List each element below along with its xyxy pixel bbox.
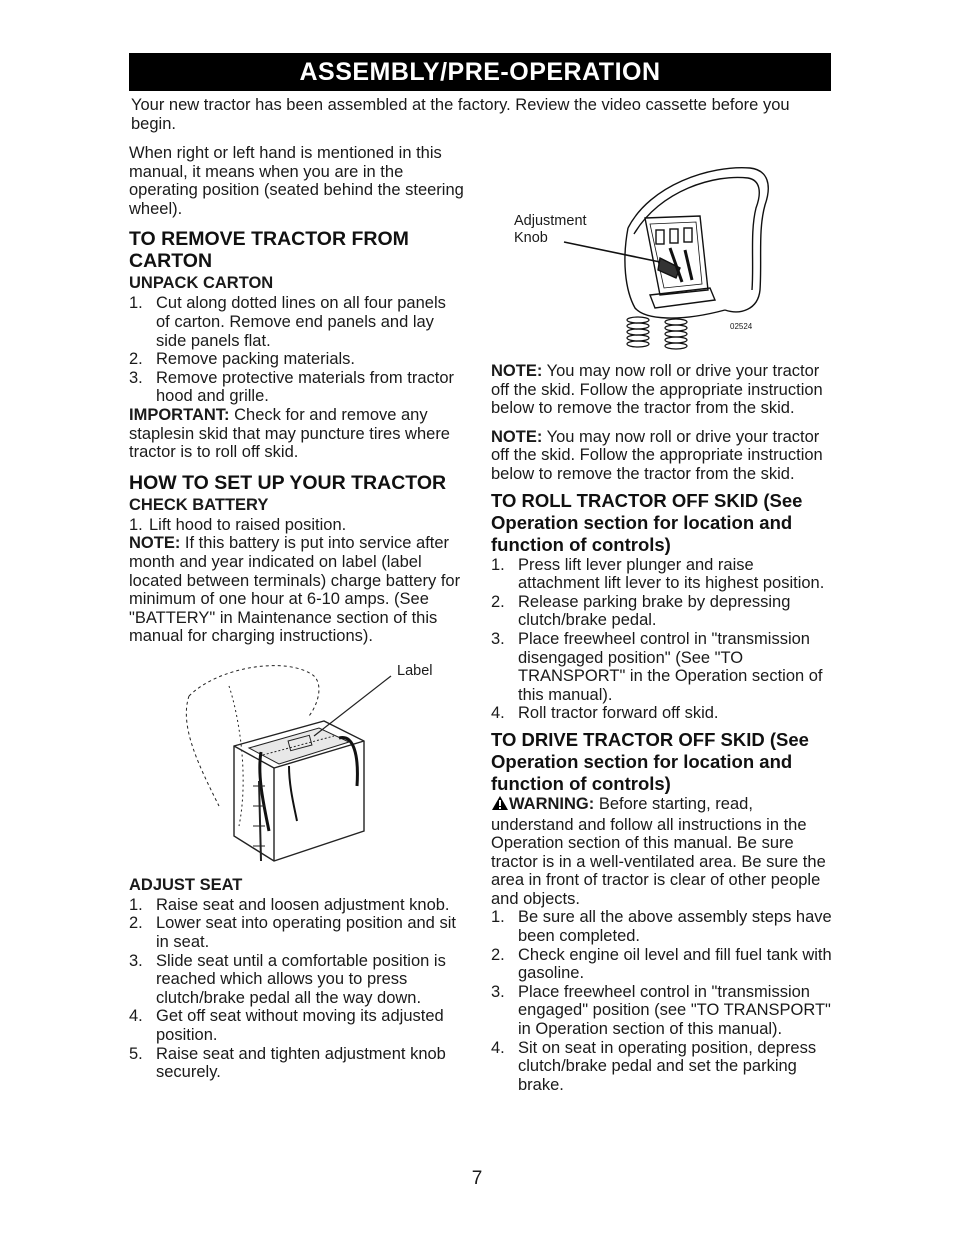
- section-banner: ASSEMBLY/PRE-OPERATION: [129, 53, 831, 91]
- list-item: [129, 350, 464, 369]
- step-text: Be sure all the above assembly steps have been completed.: [518, 908, 832, 946]
- note-label: NOTE:: [491, 362, 543, 380]
- step-number: 5.: [129, 1044, 143, 1063]
- note-text: If this battery is put into service after month and year indicated on label (label located between terminals) charge battery for minimum of one hour at 6-10 amps. (See "BATTERY" in Maintenance section of this manual for charging instructions).: [129, 534, 461, 646]
- step-number: 3.: [129, 951, 143, 970]
- step-text: Place freewheel control in "transmission disengaged position" (See "TO TRANSPORT" in the Operation section of this manual).: [518, 629, 823, 704]
- step-number: 3.: [491, 982, 505, 1001]
- list-item: [491, 983, 836, 1039]
- drive-heading: TO DRIVE TRACTOR OFF SKID (See Operation section for location and function of controls): [491, 728, 809, 794]
- step-text: Place freewheel control in "transmission engaged" position (see "TO TRANSPORT" in Operation section of this manual).: [518, 982, 831, 1039]
- list-item: [129, 952, 464, 1008]
- step-text: Roll tractor forward off skid.: [518, 704, 719, 723]
- step-text: Release parking brake by depressing clutch/brake pedal.: [518, 592, 791, 630]
- step-number: 1.: [491, 908, 505, 927]
- step-text: Check engine oil level and fill fuel tank with gasoline.: [518, 945, 832, 983]
- step-text: Cut along dotted lines on all four panels of carton. Remove end panels and lay side panels flat.: [156, 294, 446, 350]
- roll-heading: TO ROLL TRACTOR OFF SKID (See Operation section for location and function of controls): [491, 489, 803, 555]
- warning-text: Before starting, read, understand and follow all instructions in the Operation section of this manual. Be sure tractor is in a well-ventilated area. Be sure the area in front of tractor is clear of other people and objects.: [491, 794, 826, 908]
- list-item: [491, 908, 836, 945]
- seat-heading: ADJUST SEAT: [129, 875, 243, 894]
- roll-steps: [491, 556, 836, 723]
- adjustment-knob-label: [514, 213, 587, 247]
- seat-adjustment-figure: [510, 150, 780, 365]
- note-text: You may now roll or drive your tractor off the skid. Follow the appropriate instruction below to remove the tractor from the skid.: [491, 427, 823, 483]
- seat-steps: [129, 896, 464, 1082]
- list-item: [491, 630, 836, 704]
- adjustment-label-line1: Adjustment: [514, 213, 587, 229]
- step-text: Lower seat into operating position and sit in seat.: [156, 914, 456, 952]
- step-text: Lift hood to raised position.: [149, 515, 347, 534]
- step-number: 1.: [129, 294, 143, 313]
- unpack-heading: UNPACK CARTON: [129, 274, 274, 293]
- battery-steps: [129, 516, 464, 535]
- unpack-steps: [129, 294, 464, 406]
- list-item: [129, 914, 464, 951]
- step-text: Sit on seat in operating position, depress clutch/brake pedal and set the parking brake.: [518, 1038, 817, 1094]
- list-item: [491, 704, 836, 723]
- list-item: [491, 556, 836, 593]
- step-number: 4.: [491, 704, 505, 723]
- drive-steps: [491, 908, 836, 1094]
- step-number: 4.: [491, 1038, 505, 1057]
- step-text: Get off seat without moving its adjusted position.: [156, 1007, 444, 1045]
- step-number: 2.: [491, 592, 505, 611]
- note-label: NOTE:: [491, 427, 543, 446]
- step-number: 3.: [491, 629, 505, 648]
- step-number: 2.: [129, 914, 143, 933]
- note-label: NOTE:: [129, 534, 181, 553]
- hand-note: When right or left hand is mentioned in this manual, it means when you are in the operating position (seated behind the steering wheel).: [129, 144, 464, 218]
- skid-note-1: [491, 362, 836, 418]
- battery-note: [129, 534, 464, 646]
- adjustment-label-line2: Knob: [514, 230, 548, 246]
- warning-triangle-icon: [491, 795, 509, 816]
- figure-code: 02524: [730, 322, 753, 331]
- list-item: [129, 294, 464, 350]
- important-note: [129, 406, 464, 462]
- warning-label: WARNING:: [509, 794, 595, 813]
- step-number: 3.: [129, 368, 143, 387]
- warning-paragraph: [491, 795, 836, 909]
- step-text: Raise seat and tighten adjustment knob securely.: [156, 1044, 446, 1082]
- step-text: Press lift lever plunger and raise attachment lift lever to its highest position.: [518, 555, 825, 593]
- battery-label-callout: Label: [397, 662, 433, 679]
- list-item: [129, 1045, 464, 1082]
- list-item: [491, 593, 836, 630]
- list-item: [129, 896, 464, 915]
- skid-note-2: [491, 428, 836, 484]
- step-number: 1.: [491, 555, 505, 574]
- step-text: Remove protective materials from tractor hood and grille.: [156, 368, 455, 406]
- step-number: 4.: [129, 1007, 143, 1026]
- battery-figure: [129, 656, 464, 874]
- page-number: 7: [471, 1168, 483, 1189]
- step-text: Slide seat until a comfortable position is reached which allows you to press clutch/brake pedal all the way down.: [156, 951, 446, 1007]
- step-text: Remove packing materials.: [156, 350, 355, 369]
- important-text: Check for and remove any staplesin skid that may puncture tires where tractor is to roll off skid.: [129, 405, 450, 462]
- step-number: 2.: [129, 350, 143, 369]
- step-text: Raise seat and loosen adjustment knob.: [156, 895, 450, 914]
- setup-heading: HOW TO SET UP YOUR TRACTOR: [129, 471, 447, 494]
- step-number: 1.: [129, 515, 143, 534]
- battery-heading: CHECK BATTERY: [129, 495, 269, 514]
- list-item: [129, 369, 464, 406]
- right-column: [491, 362, 836, 1094]
- step-number: 2.: [491, 945, 505, 964]
- list-item: [491, 1039, 836, 1095]
- intro-paragraph: Your new tractor has been assembled at the factory. Review the video cassette before you begin.: [131, 96, 790, 133]
- step-number: 1.: [129, 895, 143, 914]
- note-text: You may now roll or drive your tractor off the skid. Follow the appropriate instruction below to remove the tractor from the skid.: [491, 362, 823, 418]
- important-label: IMPORTANT:: [129, 405, 230, 424]
- battery-illustration: [129, 656, 464, 874]
- left-column: [129, 144, 464, 1082]
- list-item: [491, 946, 836, 983]
- list-item: [129, 1007, 464, 1044]
- list-item: [129, 516, 464, 535]
- seat-illustration: [510, 150, 780, 365]
- remove-heading: TO REMOVE TRACTOR FROM CARTON: [129, 228, 409, 273]
